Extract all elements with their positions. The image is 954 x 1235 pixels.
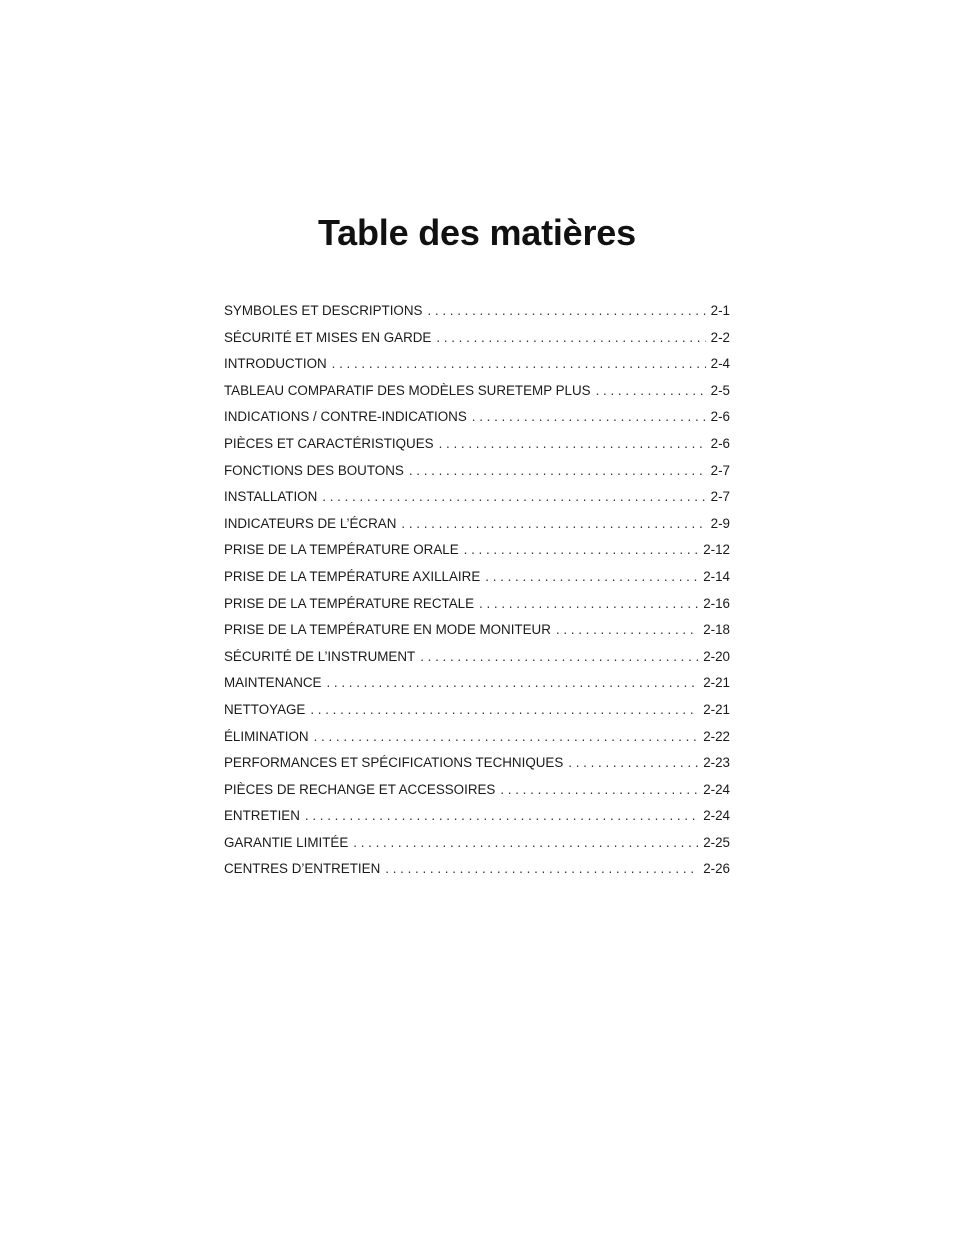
dot-leader	[439, 434, 706, 454]
toc-entry-page: 2-24	[703, 808, 730, 824]
toc-entry-label: SÉCURITÉ ET MISES EN GARDE	[224, 329, 432, 345]
toc-entry-label: TABLEAU COMPARATIF DES MODÈLES SURETEMP PLUS	[224, 382, 591, 398]
toc-entry[interactable]	[224, 434, 730, 461]
dot-leader	[479, 594, 698, 614]
toc-entry[interactable]	[224, 673, 730, 700]
toc-entry-page: 2-23	[703, 755, 730, 771]
toc-entry[interactable]	[224, 700, 730, 727]
toc-entry[interactable]	[224, 514, 730, 541]
toc-entry[interactable]	[224, 620, 730, 647]
dot-leader	[500, 780, 698, 800]
toc-entry[interactable]	[224, 381, 730, 408]
toc-entry-page: 2-14	[703, 568, 730, 584]
toc-entry[interactable]	[224, 540, 730, 567]
toc-entry-page: 2-5	[710, 382, 730, 398]
dot-leader	[305, 806, 698, 826]
toc-entry-page: 2-22	[703, 728, 730, 744]
toc-entry-page: 2-6	[710, 435, 730, 451]
dot-leader	[385, 859, 698, 879]
toc-entry-page: 2-12	[703, 542, 730, 558]
dot-leader	[420, 647, 698, 667]
toc-entry-label: CENTRES D’ENTRETIEN	[224, 861, 381, 877]
toc-entry-label: PRISE DE LA TEMPÉRATURE ORALE	[224, 542, 459, 558]
toc-entry-label: SYMBOLES ET DESCRIPTIONS	[224, 303, 423, 318]
dot-leader	[326, 673, 698, 693]
dot-leader	[332, 354, 706, 374]
toc-entry-label: GARANTIE LIMITÉE	[224, 834, 349, 850]
table-of-contents	[224, 301, 730, 886]
toc-entry-label: MAINTENANCE	[224, 675, 322, 691]
toc-entry[interactable]	[224, 594, 730, 621]
toc-entry[interactable]	[224, 806, 730, 833]
toc-entry-label: INDICATIONS / CONTRE-INDICATIONS	[224, 409, 467, 425]
toc-entry-page: 2-18	[703, 622, 730, 638]
toc-entry[interactable]	[224, 727, 730, 754]
dot-leader	[322, 487, 705, 507]
dot-leader	[409, 461, 706, 481]
dot-leader	[401, 514, 705, 534]
toc-entry-page: 2-7	[710, 489, 730, 505]
toc-entry-label: PIÈCES ET CARACTÉRISTIQUES	[224, 435, 434, 451]
toc-entry-label: PRISE DE LA TEMPÉRATURE RECTALE	[224, 595, 475, 611]
dot-leader	[353, 833, 698, 853]
toc-entry-page: 2-1	[710, 303, 730, 318]
dot-leader	[310, 700, 698, 720]
toc-entry[interactable]	[224, 567, 730, 594]
toc-entry-page: 2-9	[710, 515, 730, 531]
dot-leader	[464, 540, 699, 560]
toc-entry-page: 2-26	[703, 861, 730, 877]
toc-entry[interactable]	[224, 328, 730, 355]
toc-entry-label: ENTRETIEN	[224, 808, 300, 824]
toc-entry[interactable]	[224, 407, 730, 434]
toc-entry-label: FONCTIONS DES BOUTONS	[224, 462, 404, 478]
toc-entry-label: ÉLIMINATION	[224, 728, 309, 744]
dot-leader	[596, 381, 706, 401]
toc-entry-page: 2-2	[710, 329, 730, 345]
dot-leader	[485, 567, 698, 587]
dot-leader	[472, 407, 706, 427]
toc-entry-label: PERFORMANCES ET SPÉCIFICATIONS TECHNIQUES	[224, 755, 564, 771]
toc-entry[interactable]	[224, 461, 730, 488]
toc-entry-page: 2-16	[703, 595, 730, 611]
toc-entry-label: PRISE DE LA TEMPÉRATURE EN MODE MONITEUR	[224, 622, 551, 638]
toc-entry-label: INSTALLATION	[224, 489, 318, 505]
dot-leader	[436, 328, 705, 348]
toc-entry-page: 2-21	[703, 675, 730, 691]
toc-entry-label: PIÈCES DE RECHANGE ET ACCESSOIRES	[224, 781, 496, 797]
toc-entry-label: INDICATEURS DE L’ÉCRAN	[224, 515, 397, 531]
toc-entry-page: 2-7	[710, 462, 730, 478]
toc-entry-page: 2-25	[703, 834, 730, 850]
dot-leader	[314, 727, 699, 747]
toc-entry-page: 2-20	[703, 648, 730, 664]
toc-entry-page: 2-4	[710, 356, 730, 372]
toc-entry-page: 2-6	[710, 409, 730, 425]
toc-entry[interactable]	[224, 753, 730, 780]
toc-entry-label: PRISE DE LA TEMPÉRATURE AXILLAIRE	[224, 568, 481, 584]
dot-leader	[568, 753, 698, 773]
toc-entry[interactable]	[224, 833, 730, 860]
toc-entry[interactable]	[224, 859, 730, 886]
page-title: Table des matières	[318, 212, 636, 253]
toc-entry[interactable]	[224, 301, 730, 328]
toc-entry[interactable]	[224, 487, 730, 514]
toc-entry-label: SÉCURITÉ DE L’INSTRUMENT	[224, 648, 416, 664]
toc-entry-label: NETTOYAGE	[224, 701, 306, 717]
toc-entry[interactable]	[224, 647, 730, 674]
dot-leader	[556, 620, 698, 640]
toc-entry[interactable]	[224, 354, 730, 381]
toc-entry-label: INTRODUCTION	[224, 356, 327, 372]
dot-leader	[427, 301, 705, 321]
toc-entry[interactable]	[224, 780, 730, 807]
toc-entry-page: 2-21	[703, 701, 730, 717]
toc-entry-page: 2-24	[703, 781, 730, 797]
